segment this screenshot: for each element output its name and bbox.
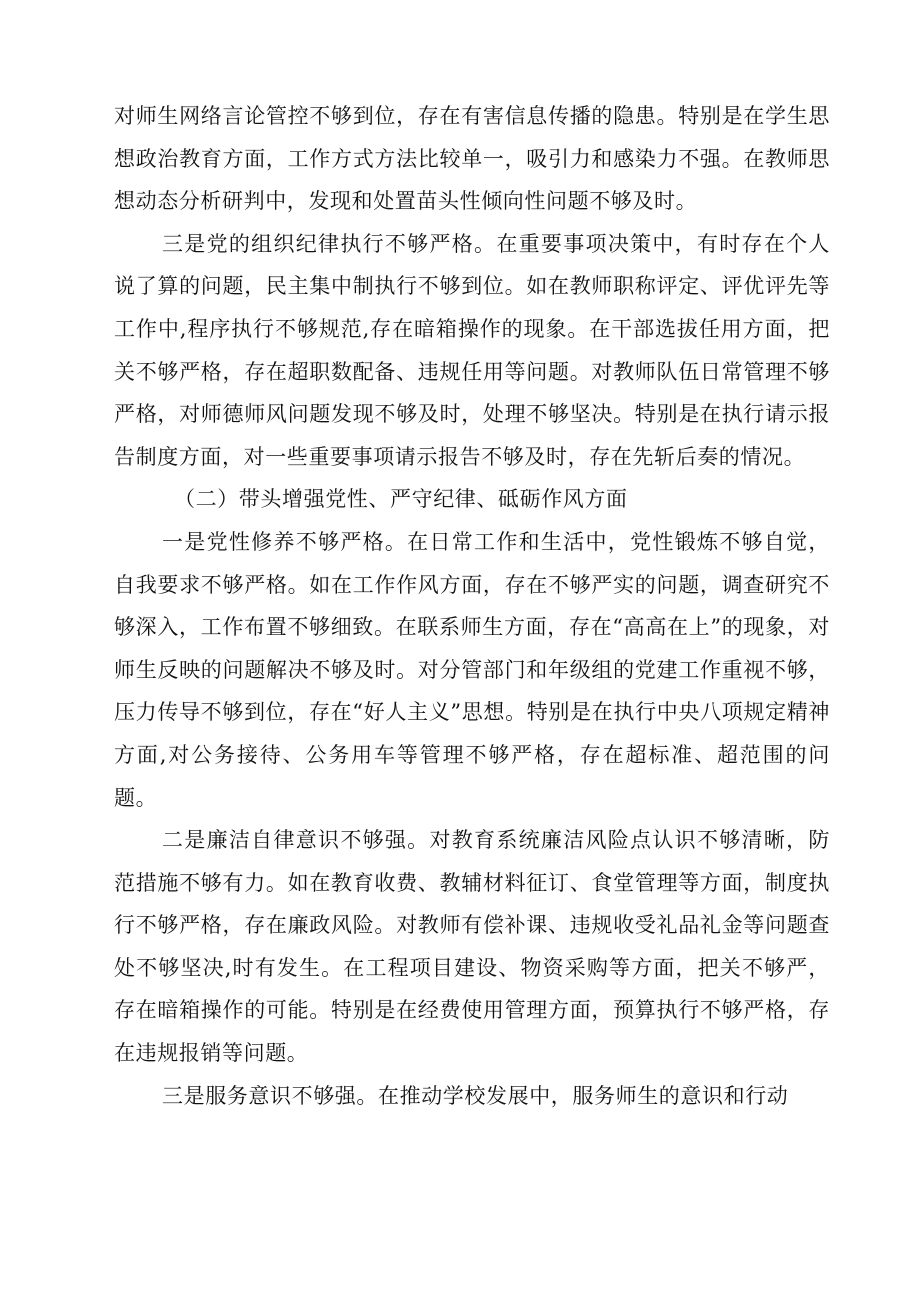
paragraph-integrity-self-discipline: 二是廉洁自律意识不够强。对教育系统廉洁风险点认识不够清晰，防范措施不够有力。如在教育收费、教辅材料征订、食堂管理等方面，制度执行不够严格，存在廉政风险。对教师有偿补课、违规收受礼品礼金等问题查处不够坚决,时有发生。在工程项目建设、物资采购等方面，把关不够严，存在暗箱操作的可能。特别是在经费使用管理方面，预算执行不够严格，存在违规报销等问题。 [114,828,830,1066]
paragraph-party-cultivation: 一是党性修养不够严格。在日常工作和生活中，党性锻炼不够自觉，自我要求不够严格。如在工作作风方面，存在不够严实的问题，调查研究不够深入，工作布置不够细致。在联系师生方面，存在“高高在上”的现象，对师生反映的问题解决不够及时。对分管部门和年级组的党建工作重视不够，压力传导不够到位，存在“好人主义”思想。特别是在执行中央八项规定精神方面,对公务接待、公务用车等管理不够严格，存在超标准、超范围的问题。 [114,529,830,810]
paragraph-organizational-discipline: 三是党的组织纪律执行不够严格。在重要事项决策中，有时存在个人说了算的问题，民主集中制执行不够到位。如在教师职称评定、评优评先等工作中,程序执行不够规范,存在暗箱操作的现象。在干部选拔任用方面，把关不够严格，存在超职数配备、违规任用等问题。对教师队伍日常管理不够严格，对师德师风问题发现不够及时，处理不够坚决。特别是在执行请示报告制度方面，对一些重要事项请示报告不够及时，存在先斩后奏的情况。 [114,231,830,469]
document-body [114,95,830,1117]
section-heading-party-spirit: （二）带头增强党性、严守纪律、砥砺作风方面 [174,487,628,512]
paragraph-online-speech-control: 对师生网络言论管控不够到位，存在有害信息传播的隐患。特别是在学生思想政治教育方面，工作方式方法比较单一，吸引力和感染力不强。在教师思想动态分析研判中，发现和处置苗头性倾向性问题不够及时。 [114,104,830,214]
paragraph-service-awareness: 三是服务意识不够强。在推动学校发展中，服务师生的意识和行动 [162,1083,789,1108]
